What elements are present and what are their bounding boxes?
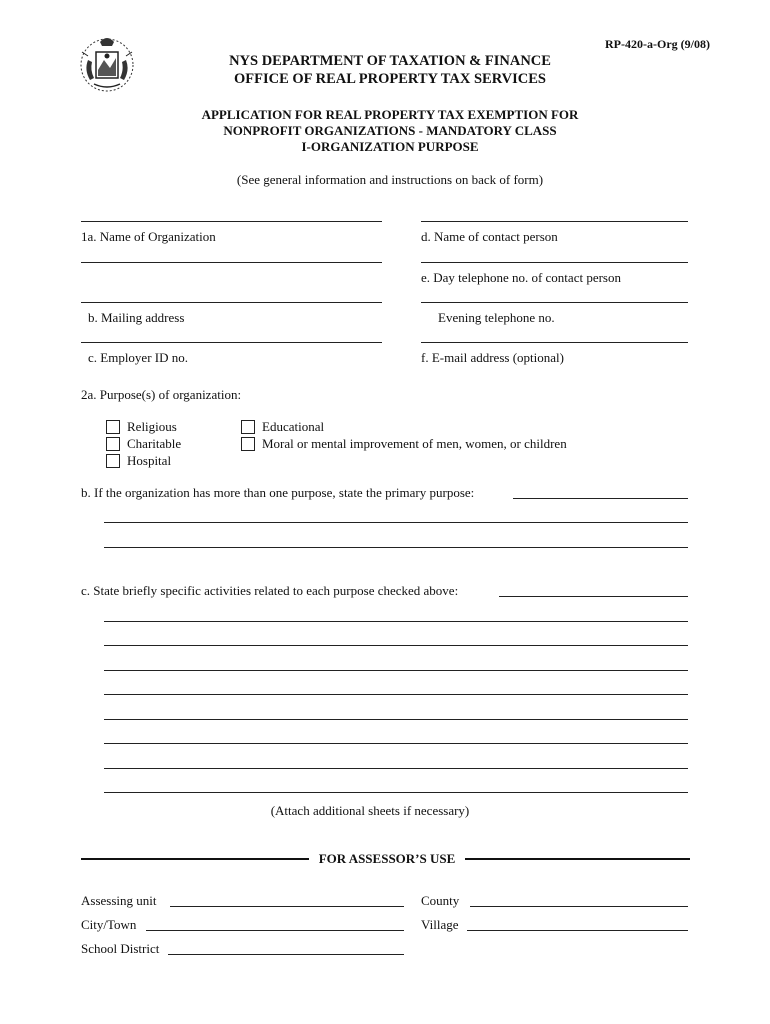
city-town-field[interactable] xyxy=(146,930,404,931)
county-field[interactable] xyxy=(470,906,688,907)
city-town-label: City/Town xyxy=(81,917,137,932)
moral-improvement-checkbox[interactable] xyxy=(241,437,255,451)
primary-purpose-line[interactable] xyxy=(104,547,688,548)
day-phone-label: e. Day telephone no. of contact person xyxy=(421,270,621,285)
office-title: OFFICE OF REAL PROPERTY TAX SERVICES xyxy=(234,71,546,87)
activities-field[interactable] xyxy=(499,596,688,597)
school-district-field[interactable] xyxy=(168,954,404,955)
primary-purpose-line[interactable] xyxy=(104,522,688,523)
activities-line[interactable] xyxy=(104,792,688,793)
assessor-divider-left xyxy=(81,858,309,860)
form-title-line-2: NONPROFIT ORGANIZATIONS - MANDATORY CLASS xyxy=(223,123,557,138)
activities-line[interactable] xyxy=(104,670,688,671)
county-label: County xyxy=(421,893,460,908)
hospital-label: Hospital xyxy=(127,453,172,468)
educational-checkbox[interactable] xyxy=(241,420,255,434)
activities-line[interactable] xyxy=(104,743,688,744)
org-name-field[interactable] xyxy=(81,221,382,222)
department-title: NYS DEPARTMENT OF TAXATION & FINANCE xyxy=(229,53,551,69)
assessing-unit-field[interactable] xyxy=(170,906,404,907)
mailing-address-label: b. Mailing address xyxy=(88,310,185,325)
mailing-address-field[interactable] xyxy=(81,302,382,303)
attach-note: (Attach additional sheets if necessary) xyxy=(270,803,470,818)
village-label: Village xyxy=(421,917,459,932)
nys-seal-logo xyxy=(74,30,140,96)
charitable-label: Charitable xyxy=(127,436,182,451)
school-district-label: School District xyxy=(81,941,160,956)
activities-label: c. State briefly specific activities related to each purpose checked above: xyxy=(81,583,459,598)
assessor-heading: FOR ASSESSOR’S USE xyxy=(318,851,456,866)
employer-id-field[interactable] xyxy=(81,342,382,343)
moral-improvement-label: Moral or mental improvement of men, women, or children xyxy=(262,436,567,451)
form-title-line-1: APPLICATION FOR REAL PROPERTY TAX EXEMPTION FOR xyxy=(201,107,579,122)
contact-person-label: d. Name of contact person xyxy=(421,229,558,244)
hospital-checkbox[interactable] xyxy=(106,454,120,468)
org-name-label: 1a. Name of Organization xyxy=(81,229,216,244)
employer-id-label: c. Employer ID no. xyxy=(88,350,189,365)
activities-line[interactable] xyxy=(104,645,688,646)
primary-purpose-field[interactable] xyxy=(513,498,688,499)
contact-person-field[interactable] xyxy=(421,221,688,222)
educational-label: Educational xyxy=(262,419,325,434)
activities-line[interactable] xyxy=(104,719,688,720)
day-phone-field[interactable] xyxy=(421,262,688,263)
evening-phone-label: Evening telephone no. xyxy=(438,310,555,325)
religious-checkbox[interactable] xyxy=(106,420,120,434)
activities-line[interactable] xyxy=(104,768,688,769)
form-title-line-3: I-ORGANIZATION PURPOSE xyxy=(301,139,479,154)
charitable-checkbox[interactable] xyxy=(106,437,120,451)
email-field[interactable] xyxy=(421,342,688,343)
assessor-divider-right xyxy=(465,858,690,860)
email-label: f. E-mail address (optional) xyxy=(421,350,564,365)
primary-purpose-label: b. If the organization has more than one purpose, state the primary purpose: xyxy=(81,485,475,500)
activities-line[interactable] xyxy=(104,621,688,622)
assessing-unit-label: Assessing unit xyxy=(81,893,157,908)
religious-label: Religious xyxy=(127,419,177,434)
org-name-field-line-2[interactable] xyxy=(81,262,382,263)
purposes-label: 2a. Purpose(s) of organization: xyxy=(81,387,242,402)
evening-phone-field[interactable] xyxy=(421,302,688,303)
form-code: RP-420-a-Org (9/08) xyxy=(605,37,710,51)
activities-line[interactable] xyxy=(104,694,688,695)
village-field[interactable] xyxy=(467,930,688,931)
instructions-note: (See general information and instructions on back of form) xyxy=(236,172,544,187)
